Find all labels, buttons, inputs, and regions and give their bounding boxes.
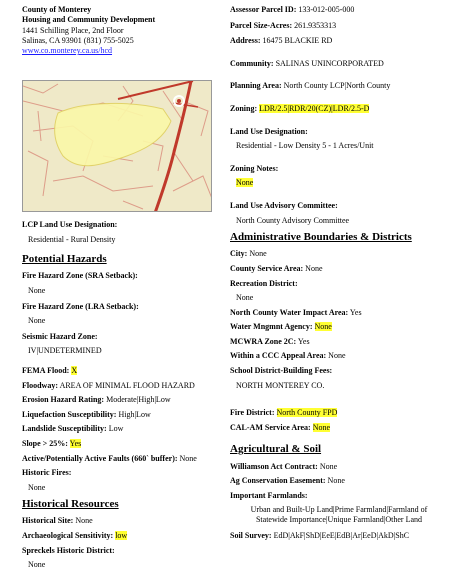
water-mgmt-label: Water Mngmnt Agency:: [230, 322, 313, 332]
fema-label: FEMA Flood:: [22, 365, 70, 375]
address-row: [230, 36, 442, 46]
agency-city-phone: Salinas, CA 93901 (831) 755-5025: [22, 35, 134, 45]
section-admin-boundaries: Administrative Boundaries & Districts: [230, 231, 412, 244]
floodway-value: AREA OF MINIMAL FLOOD HAZARD: [59, 380, 195, 390]
fire-district-label: Fire District:: [230, 408, 275, 418]
city-label: City:: [230, 249, 248, 259]
erosion-row: [22, 395, 222, 405]
archaeo-value: low: [115, 531, 128, 541]
land-use-label: Land Use Designation:: [230, 126, 308, 136]
recreation-value: None: [236, 293, 254, 303]
right-column: [230, 5, 442, 541]
apn-label: Assessor Parcel ID:: [230, 5, 297, 14]
seismic-label: Seismic Hazard Zone:: [22, 331, 98, 341]
city-row: [230, 249, 442, 259]
mcwra-label: MCWRA Zone 2C:: [230, 336, 297, 346]
school-district-label: School District-Building Fees:: [230, 366, 333, 376]
historical-site-label: Historical Site:: [22, 516, 74, 526]
zoning-value: LDR/2.5|RDR/20(CZ)|LDR/2.5-D: [259, 103, 370, 113]
advisory-committee-label: Land Use Advisory Committee:: [230, 200, 338, 210]
farmlands-value: Urban and Built-Up Land|Prime Farmland|Farmland of Statewide Importance|Unique Farmland|Other Land: [250, 505, 428, 525]
ccc-label: Within a CCC Appeal Area:: [230, 351, 327, 361]
apn-row: [230, 5, 442, 15]
zoning-label: Zoning:: [230, 103, 258, 113]
department-name: Housing and Community Development: [22, 15, 156, 25]
williamson-row: [230, 462, 442, 472]
mcwra-row: [230, 337, 442, 347]
zoning-row: [230, 104, 442, 114]
liquefaction-row: [22, 410, 222, 420]
water-mgmt-row: [230, 322, 442, 332]
spreckels-label: Spreckels Historic District:: [22, 545, 115, 555]
city-value: None: [249, 249, 267, 259]
historic-fires-label: Historic Fires:: [22, 468, 72, 478]
floodway-row: [22, 381, 222, 391]
fire-sra-value: None: [28, 285, 46, 295]
address-value: 16475 BLACKIE RD: [262, 36, 333, 46]
liquefaction-label: Liquefaction Susceptibility:: [22, 409, 117, 419]
fema-value: X: [71, 365, 78, 375]
land-use-value: Residential - Low Density 5 - 1 Acres/Unit: [236, 141, 374, 151]
nc-water-value: Yes: [349, 307, 362, 317]
soil-row: [230, 531, 442, 541]
archaeo-row: [22, 531, 222, 541]
agency-name: County of Monterey: [22, 5, 92, 14]
faults-value: None: [179, 453, 197, 463]
lcp-label: LCP Land Use Designation:: [22, 220, 118, 229]
historical-site-value: None: [75, 516, 93, 526]
historical-site-row: [22, 516, 222, 526]
nc-water-label: North County Water Impact Area:: [230, 307, 349, 317]
fire-district-row: [230, 408, 442, 418]
faults-label: Active/Potentially Active Faults (660` buffer):: [22, 453, 178, 463]
ag-easement-value: None: [327, 476, 345, 486]
historic-fires-value: None: [28, 482, 46, 492]
community-row: [230, 59, 442, 69]
address-label: Address:: [230, 36, 261, 46]
erosion-label: Erosion Hazard Rating:: [22, 395, 105, 405]
county-service-value: None: [305, 263, 323, 273]
left-column: [22, 220, 222, 570]
fema-row: [22, 366, 222, 376]
lcp-value: Residential - Rural Density: [28, 234, 116, 244]
recreation-label: Recreation District:: [230, 278, 298, 288]
calam-row: [230, 423, 442, 433]
floodway-label: Floodway:: [22, 380, 58, 390]
fire-lra-label: Fire Hazard Zone (LRA Setback):: [22, 301, 139, 311]
landslide-value: Low: [108, 424, 124, 434]
apn-value: 133-012-005-000: [298, 5, 355, 14]
farmlands-label: Important Farmlands:: [230, 490, 308, 500]
parcel-size-row: [230, 21, 442, 31]
county-service-label: County Service Area:: [230, 263, 304, 273]
williamson-value: None: [319, 461, 338, 471]
parcel-map-image: [23, 81, 212, 212]
mcwra-value: Yes: [297, 336, 310, 346]
agency-header: [22, 5, 222, 56]
school-district-value: NORTH MONTEREY CO.: [236, 380, 325, 390]
fire-district-value: North County FPD: [276, 408, 338, 418]
planning-area-label: Planning Area:: [230, 81, 282, 91]
williamson-label: Williamson Act Contract:: [230, 461, 318, 471]
calam-label: CAL-AM Service Area:: [230, 422, 311, 432]
planning-area-row: [230, 81, 442, 91]
agency-address: 1441 Schilling Place, 2nd Floor: [22, 25, 124, 35]
community-label: Community:: [230, 58, 274, 68]
nc-water-row: [230, 308, 442, 318]
water-mgmt-value: None: [314, 322, 332, 332]
liquefaction-value: High|Low: [118, 409, 151, 419]
ccc-value: None: [328, 351, 346, 361]
ccc-row: [230, 351, 442, 361]
ag-easement-row: [230, 476, 442, 486]
fire-lra-value: None: [28, 316, 46, 326]
erosion-value: Moderate|High|Low: [106, 395, 171, 405]
zoning-notes-value: None: [236, 178, 254, 188]
soil-label: Soil Survey:: [230, 531, 272, 541]
slope-value: Yes: [69, 438, 82, 448]
parcel-map: [22, 80, 212, 212]
county-service-row: [230, 264, 442, 274]
archaeo-label: Archaeological Sensitivity:: [22, 531, 114, 541]
parcel-size-label: Parcel Size-Acres:: [230, 20, 293, 30]
advisory-committee-value: North County Advisory Committee: [236, 215, 350, 225]
seismic-value: IV|UNDETERMINED: [28, 346, 102, 356]
section-ag-soil: Agricultural & Soil: [230, 443, 322, 456]
calam-value: None: [312, 422, 331, 432]
landslide-label: Landslide Susceptibility:: [22, 424, 107, 434]
fire-sra-label: Fire Hazard Zone (SRA Setback):: [22, 271, 138, 281]
faults-row: [22, 454, 222, 464]
agency-website-link[interactable]: www.co.monterey.ca.us/hcd: [22, 46, 113, 56]
soil-value: EdD|AkF|ShD|EeE|EdB|Ar|EeD|AkD|ShC: [273, 531, 410, 541]
slope-label: Slope > 25%:: [22, 438, 68, 448]
section-historical-resources: Historical Resources: [22, 498, 119, 511]
landslide-row: [22, 424, 222, 434]
spreckels-value: None: [28, 560, 46, 570]
planning-area-value: North County LCP|North County: [283, 81, 391, 91]
lcp-designation: [22, 220, 222, 230]
community-value: SALINAS UNINCORPORATED: [275, 58, 384, 68]
slope-row: [22, 439, 222, 449]
zoning-notes-label: Zoning Notes:: [230, 163, 279, 173]
section-potential-hazards: Potential Hazards: [22, 253, 107, 266]
parcel-size-value: 261.9353313: [294, 20, 337, 30]
ag-easement-label: Ag Conservation Easement:: [230, 476, 326, 486]
